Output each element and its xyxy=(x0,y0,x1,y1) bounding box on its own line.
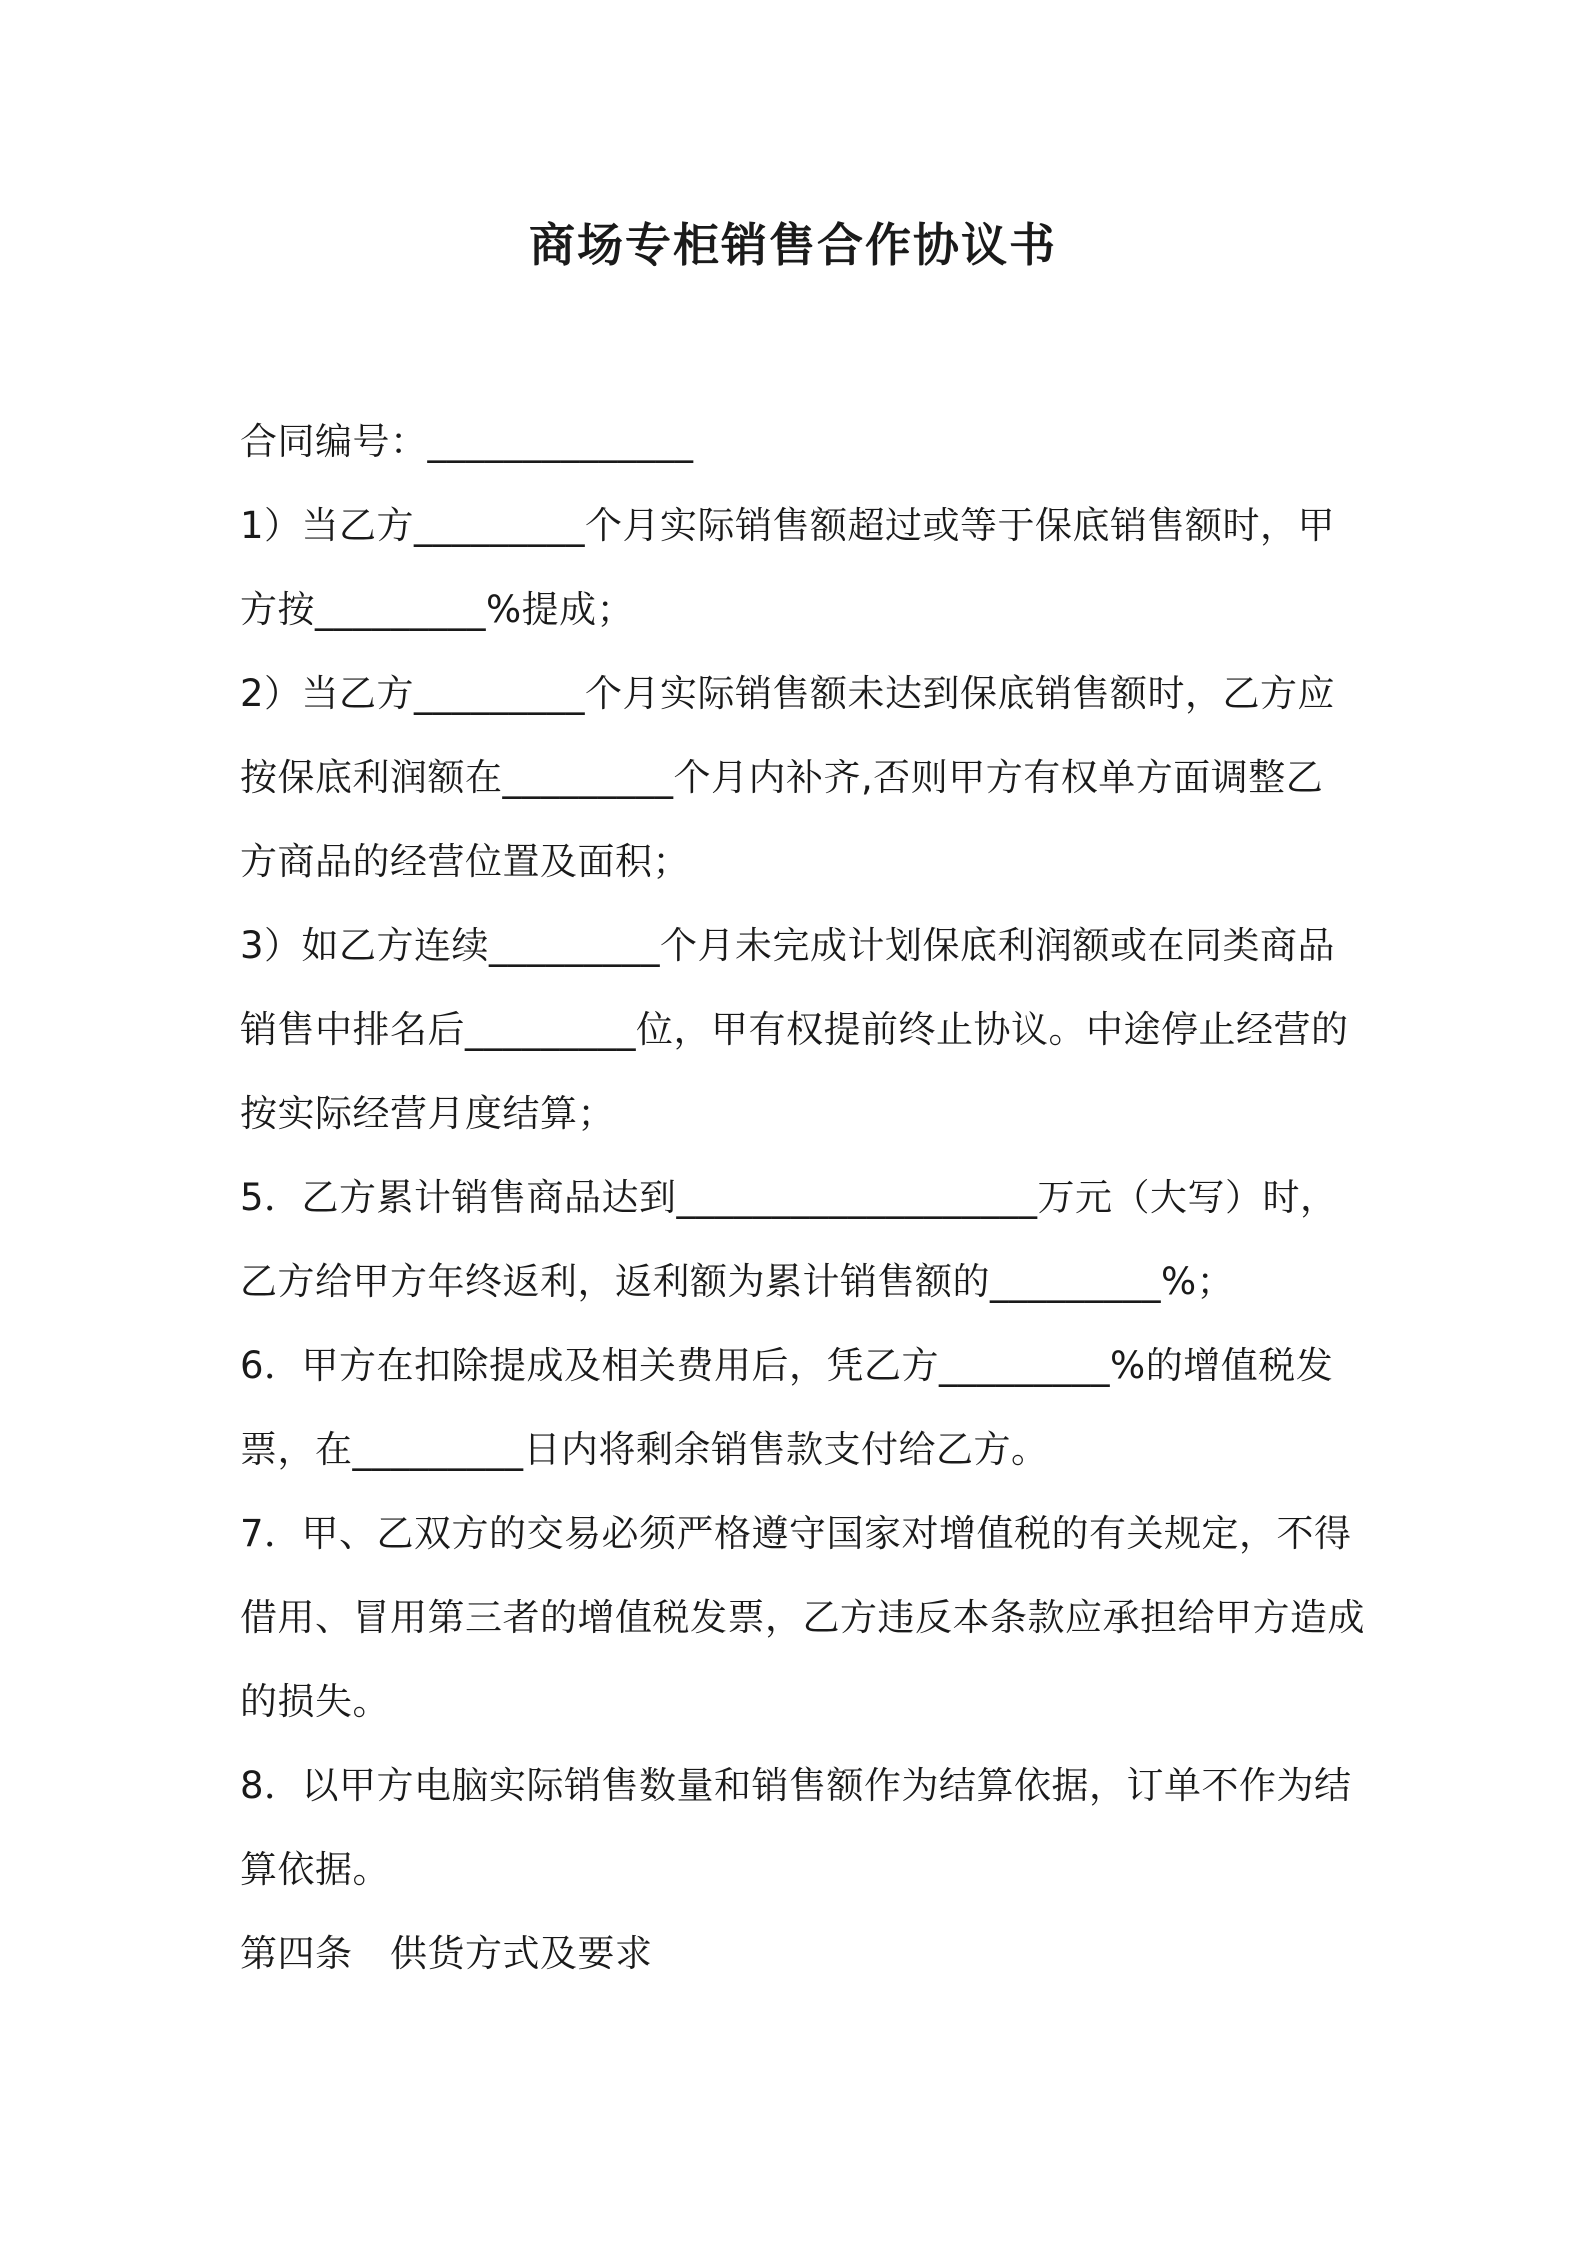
text-line: 7．甲、乙双方的交易必须严格遵守国家对增值税的有关规定，不得 xyxy=(240,1512,1352,1555)
text-line: 的损失。 xyxy=(240,1680,390,1723)
text-line: 8．以甲方电脑实际销售数量和销售额作为结算依据，订单不作为结 xyxy=(240,1764,1352,1807)
text-line: 5．乙方累计销售商品达到___________________万元（大写）时， xyxy=(240,1176,1338,1219)
text-line: 乙方给甲方年终返利，返利额为累计销售额的_________%； xyxy=(240,1260,1235,1303)
text-line: 3）如乙方连续_________个月未完成计划保底利润额或在同类商品 xyxy=(240,924,1336,967)
document-title: 商场专柜销售合作协议书 xyxy=(529,218,1057,272)
text-line: 销售中排名后_________位，甲有权提前终止协议。中途停止经营的 xyxy=(240,1008,1349,1051)
text-line: 按保底利润额在_________个月内补齐,否则甲方有权单方面调整乙 xyxy=(240,756,1324,799)
text-line: 借用、冒用第三者的增值税发票，乙方违反本条款应承担给甲方造成 xyxy=(240,1596,1365,1639)
contract-number-line: 合同编号：______________ xyxy=(240,420,694,463)
text-line: 1）当乙方_________个月实际销售额超过或等于保底销售额时，甲 xyxy=(240,504,1336,547)
text-line: 按实际经营月度结算； xyxy=(240,1092,615,1135)
text-line: 方商品的经营位置及面积； xyxy=(240,840,690,883)
document-body xyxy=(240,400,1365,1996)
text-line: 6．甲方在扣除提成及相关费用后，凭乙方_________%的增值税发 xyxy=(240,1344,1334,1387)
text-line: 2）当乙方_________个月实际销售额未达到保底销售额时，乙方应 xyxy=(240,672,1336,715)
text-line: 票，在_________日内将剩余销售款支付给乙方。 xyxy=(240,1428,1049,1471)
text-line: 方按_________%提成； xyxy=(240,588,635,631)
section-heading: 第四条 供货方式及要求 xyxy=(240,1932,653,1975)
text-line: 算依据。 xyxy=(240,1848,390,1891)
